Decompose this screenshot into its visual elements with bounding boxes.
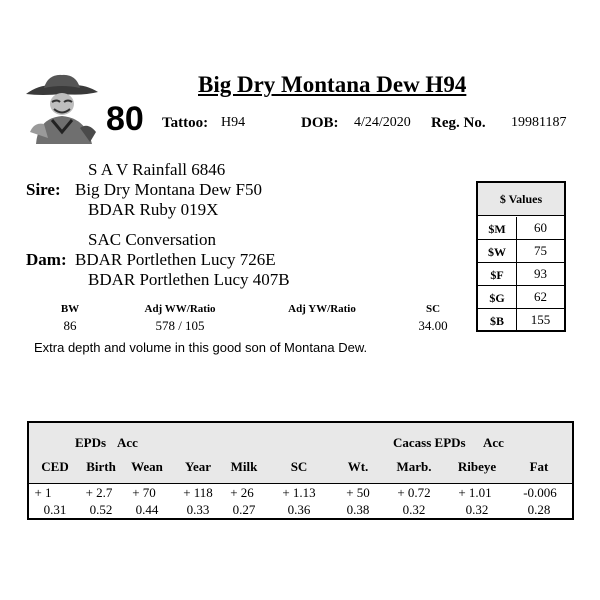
acc-value: 0.31	[43, 502, 67, 517]
epd-col-ribeye: Ribeye	[457, 459, 497, 474]
epd-value: + 70	[132, 485, 156, 500]
dob-value: 4/24/2020	[354, 115, 411, 130]
acc-value: 0.36	[287, 502, 311, 517]
dollar-values-box	[476, 181, 566, 332]
bw-value: 86	[63, 318, 77, 333]
value-amount: 60	[534, 220, 547, 235]
bw-label: BW	[60, 303, 80, 315]
epd-col-ced: CED	[41, 459, 69, 474]
lot-number: 80	[106, 100, 144, 138]
epd-value: + 26	[230, 485, 254, 500]
reg-label: Reg. No.	[431, 115, 486, 131]
value-row	[478, 240, 564, 263]
epd-group-acc: Acc	[117, 435, 138, 450]
acc-value: 0.38	[346, 502, 370, 517]
epd-value: -0.006	[523, 485, 557, 500]
reg-value: 19981187	[511, 115, 567, 130]
epd-col-marb: Marb.	[396, 459, 432, 474]
epd-col-sc: SC	[290, 459, 308, 474]
epd-col-fat: Fat	[529, 459, 549, 474]
acc-value: 0.33	[186, 502, 210, 517]
tattoo-value: H94	[221, 115, 246, 130]
value-row	[478, 309, 564, 332]
lot-description: Extra depth and volume in this good son of Montana Dew.	[34, 340, 368, 355]
sire-sire: S A V Rainfall 6846	[88, 160, 226, 179]
epd-table	[27, 421, 574, 520]
value-amount: 93	[534, 266, 547, 281]
carcass-group-acc: Acc	[483, 435, 504, 450]
epd-col-wt: Wt.	[347, 459, 369, 474]
value-label: $M	[478, 217, 517, 239]
value-amount: 155	[530, 312, 551, 327]
epd-col-birth: Birth	[86, 459, 116, 474]
value-row	[478, 286, 564, 309]
adj-yw-label: Adj YW/Ratio	[288, 303, 356, 315]
value-label: $B	[478, 309, 517, 331]
acc-value: 0.32	[402, 502, 426, 517]
adj-ww-value: 578 / 105	[155, 318, 205, 333]
value-label: $W	[478, 240, 517, 262]
epd-value: + 1	[34, 485, 52, 500]
sire-dam: BDAR Ruby 019X	[88, 200, 219, 219]
sc-label: SC	[425, 303, 441, 315]
epd-value: + 50	[346, 485, 370, 500]
dam-dam: BDAR Portlethen Lucy 407B	[88, 270, 290, 289]
tattoo-label: Tattoo:	[162, 115, 209, 131]
adj-ww-label: Adj WW/Ratio	[144, 303, 216, 315]
acc-value: 0.28	[527, 502, 551, 517]
value-label: $F	[478, 263, 517, 285]
value-label: $G	[478, 286, 517, 308]
epd-value: + 1.13	[282, 485, 316, 500]
sire-label: Sire:	[26, 180, 61, 199]
acc-value: 0.44	[135, 502, 159, 517]
acc-value: 0.52	[89, 502, 113, 517]
value-amount: 62	[534, 289, 547, 304]
epd-group-title: EPDs	[75, 435, 107, 450]
sire-name: Big Dry Montana Dew F50	[75, 180, 262, 199]
epd-value: + 2.7	[85, 485, 113, 500]
acc-value: 0.27	[232, 502, 256, 517]
sc-value: 34.00	[418, 318, 448, 333]
acc-value: 0.32	[465, 502, 489, 517]
carcass-group-title: Cacass EPDs	[393, 435, 466, 450]
value-amount: 75	[534, 243, 547, 258]
epd-value: + 0.72	[397, 485, 431, 500]
epd-col-year: Year	[185, 459, 211, 474]
lot-title: Big Dry Montana Dew H94	[198, 72, 467, 97]
epd-value: + 1.01	[458, 485, 492, 500]
dam-sire: SAC Conversation	[88, 230, 216, 249]
dam-name: BDAR Portlethen Lucy 726E	[75, 250, 276, 269]
epd-value: + 118	[183, 485, 213, 500]
value-row	[478, 263, 564, 286]
dollar-values-title: $ Values	[478, 183, 564, 216]
value-row	[478, 217, 564, 240]
dob-label: DOB:	[301, 115, 339, 131]
dam-label: Dam:	[26, 250, 67, 269]
epd-col-milk: Milk	[230, 459, 258, 474]
cowboy-portrait-icon	[22, 72, 100, 144]
epd-col-wean: Wean	[131, 459, 163, 474]
